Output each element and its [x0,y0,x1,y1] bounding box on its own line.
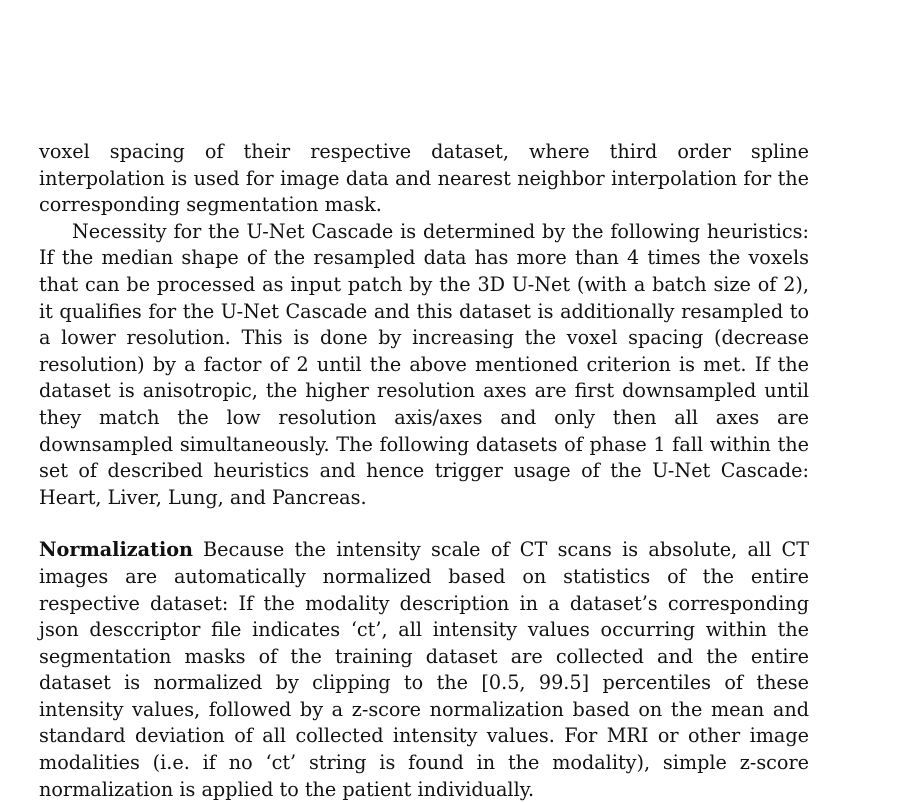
paragraph-normalization [39,537,809,803]
paragraph-cascade-heuristics: Necessity for the U-Net Cascade is determined by the following heuristics: If the median shape of the resampled data has more than 4 times the voxels that can be processed as input patch by the 3D U-Net (with a batch size of 2), it qualifies for the U-Net Cascade and this dataset is additionally resampled to a lower resolution. This is done by increasing the voxel spacing (decrease resolution) by a factor of 2 until the above mentioned criterion is met. If the dataset is anisotropic, the higher resolution axes are first downsampled until they match the low resolution axis/axes and only then all axes are downsampled simultaneously. The following datasets of phase 1 fall within the set of described heuristics and hence trigger usage of the U-Net Cascade: Heart, Liver, Lung, and Pancreas. [39,219,809,509]
paragraph-resampling-continued: voxel spacing of their respective dataset, where third order spline interpolation is used for image data and nearest neighbor interpolation for the corresponding segmentation mask. [39,140,809,217]
document-page [39,139,809,803]
normalization-text: Because the intensity scale of CT scans is absolute, all CT images are automatically normalized based on statistics of the entire respective dataset: If the modality description in a dataset’s corresponding json desccriptor file indicates ‘ct’, all intensity values occurring within the segmentation masks of the training dataset are collected and the entire dataset is normalized by clipping to the [0.5, 99.5] percentiles of these intensity values, followed by a z-score normalization based on the mean and standard deviation of all collected intensity values. For MRI or other image modalities (i.e. if no ‘ct’ string is found in the modality), simple z-score normalization is applied to the patient individually. [39,538,809,801]
section-heading-normalization: Normalization [39,538,193,562]
